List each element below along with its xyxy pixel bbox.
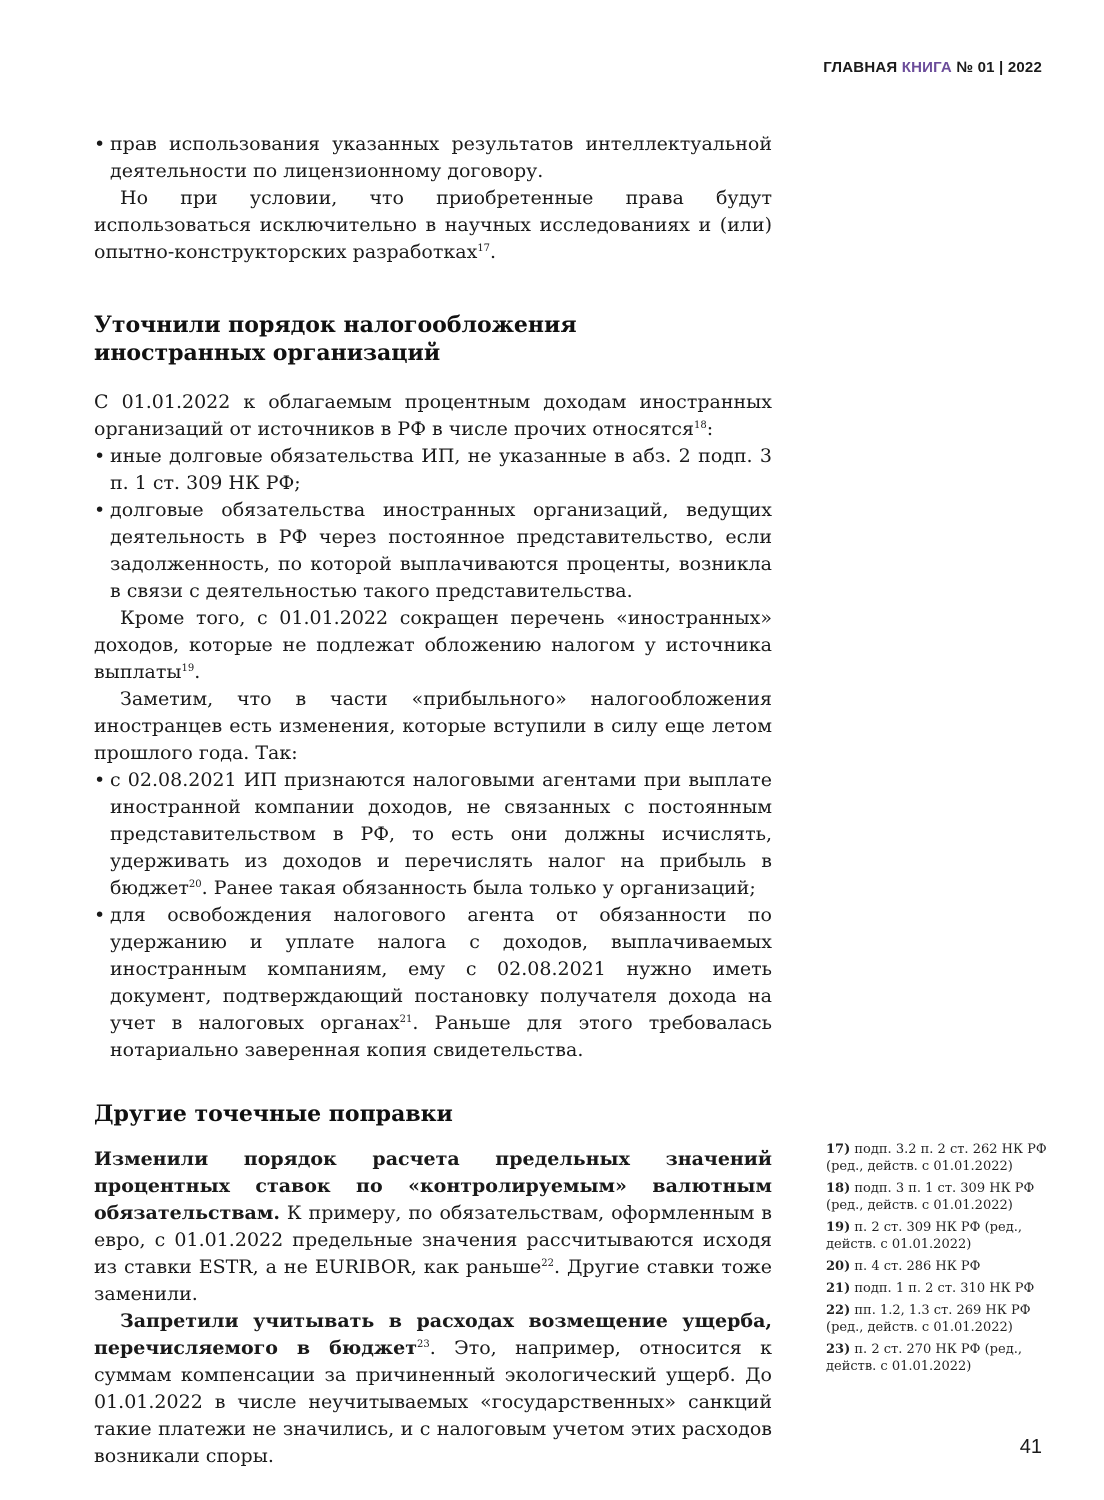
magazine-header: [823, 59, 1042, 76]
footnote-ref: 20: [188, 879, 202, 890]
footnote-ref: 23: [416, 1339, 430, 1350]
paragraph: Но при условии, что приобретенные права будут использоваться исключительно в научных исследованиях и (или) опытно-конструкторских разработках$^{17}$.: [94, 187, 772, 263]
issue-number: № 01 | 2022: [956, 59, 1042, 76]
section-heading: Уточнили порядок налогообложения иностранных организаций: [94, 312, 577, 366]
paragraph: Заметим, что в части «прибыльного» налогообложения иностранцев есть изменения, которые вступили в силу еще летом прошлого года. Так:: [94, 688, 772, 764]
paragraph: Запретили учитывать в расходах возмещение ущерба, перечисляемого в бюджет$^{23}$. Это, например, относится к суммам компенсации за причиненный экологический ущерб. До 01.01.2022 в числе неучитываемых «государственных» санкций такие платежи не значились, и с налоговым учетом этих расходов возникали споры.: [94, 1310, 772, 1467]
footnotes-column: [826, 1141, 1056, 1380]
brand-accent: КНИГА: [901, 59, 952, 76]
paragraph: С 01.01.2022 к облагаемым процентным доходам иностранных организаций от источников в РФ в числе прочих относятся$^{18}$:: [94, 391, 772, 440]
footnote-ref: 22: [541, 1258, 554, 1269]
list-item: • иные долговые обязательства ИП, не указанные в абз. 2 подп. 3 п. 1 ст. 309 НК РФ;: [94, 443, 772, 497]
list-item: • с 02.08.2021 ИП признаются налоговыми агентами при выплате иностранной компании доходов, не связанных с постоянным представительством в РФ, то есть они должны исчислять, удерживать из доходов и перечислять налог на прибыль в бюджет$^{20}$. Ранее такая обязанность была только у организаций;: [94, 767, 772, 902]
bold-lead: Изменили порядок расчета предельных значений процентных ставок по «контролируемым» валютным обязательствам.: [94, 1148, 772, 1224]
footnote-ref: 19: [181, 663, 195, 674]
bullet-list: [94, 767, 772, 1064]
brand-main: ГЛАВНАЯ: [823, 59, 898, 76]
section-heading: Другие точечные поправки: [94, 1101, 453, 1127]
footnote: 18) подп. 3 п. 1 ст. 309 НК РФ (ред., действ. с 01.01.2022): [826, 1181, 1035, 1213]
footnote: 21) подп. 1 п. 2 ст. 310 НК РФ: [826, 1281, 1035, 1296]
bullet-list: [94, 443, 772, 605]
footnote: 19) п. 2 ст. 309 НК РФ (ред., действ. с 01.01.2022): [826, 1220, 1022, 1252]
footnote: 23) п. 2 ст. 270 НК РФ (ред., действ. с 01.01.2022): [826, 1342, 1022, 1374]
paragraph: Изменили порядок расчета предельных значений процентных ставок по «контролируемым» валютным обязательствам. К примеру, по обязательствам, оформленным в евро, с 01.01.2022 предельные значения рассчитываются исходя из ставки ESTR, а не EURIBOR, как раньше$^{22}$. Другие ставки тоже заменили.: [94, 1148, 772, 1305]
footnote-ref: 18: [694, 420, 707, 431]
paragraph: Кроме того, с 01.01.2022 сокращен перечень «иностранных» доходов, которые не подлежат обложению налогом у источника выплаты$^{19}$.: [94, 607, 772, 683]
list-item: • прав использования указанных результатов интеллектуальной деятельности по лицензионному договору.: [94, 131, 772, 185]
bold-lead: Запретили учитывать в расходах возмещение ущерба, перечисляемого в бюджет: [94, 1310, 772, 1359]
footnote: 22) пп. 1.2, 1.3 ст. 269 НК РФ (ред., действ. с 01.01.2022): [826, 1303, 1031, 1335]
list-item: • для освобождения налогового агента от обязанности по удержанию и уплате налога с доходов, выплачиваемых иностранным компаниям, ему с 02.08.2021 нужно иметь документ, подтверждающий постановку получателя дохода на учет в налоговых органах$^{21}$. Раньше для этого требовалась нотариально заверенная копия свидетельства.: [94, 902, 772, 1064]
main-column: [94, 131, 772, 1470]
footnote-ref: 21: [399, 1014, 413, 1025]
footnote-ref: 17: [477, 243, 491, 254]
intro-list: [94, 131, 772, 185]
list-item: • долговые обязательства иностранных организаций, ведущих деятельность в РФ через постоянное представительство, если задолженность, по которой выплачиваются проценты, возникла в связи с деятельностью такого представительства.: [94, 497, 772, 605]
footnote: 17) подп. 3.2 п. 2 ст. 262 НК РФ (ред., действ. с 01.01.2022): [826, 1142, 1047, 1174]
footnote: 20) п. 4 ст. 286 НК РФ: [826, 1259, 981, 1274]
page-number: 41: [1019, 1436, 1042, 1458]
